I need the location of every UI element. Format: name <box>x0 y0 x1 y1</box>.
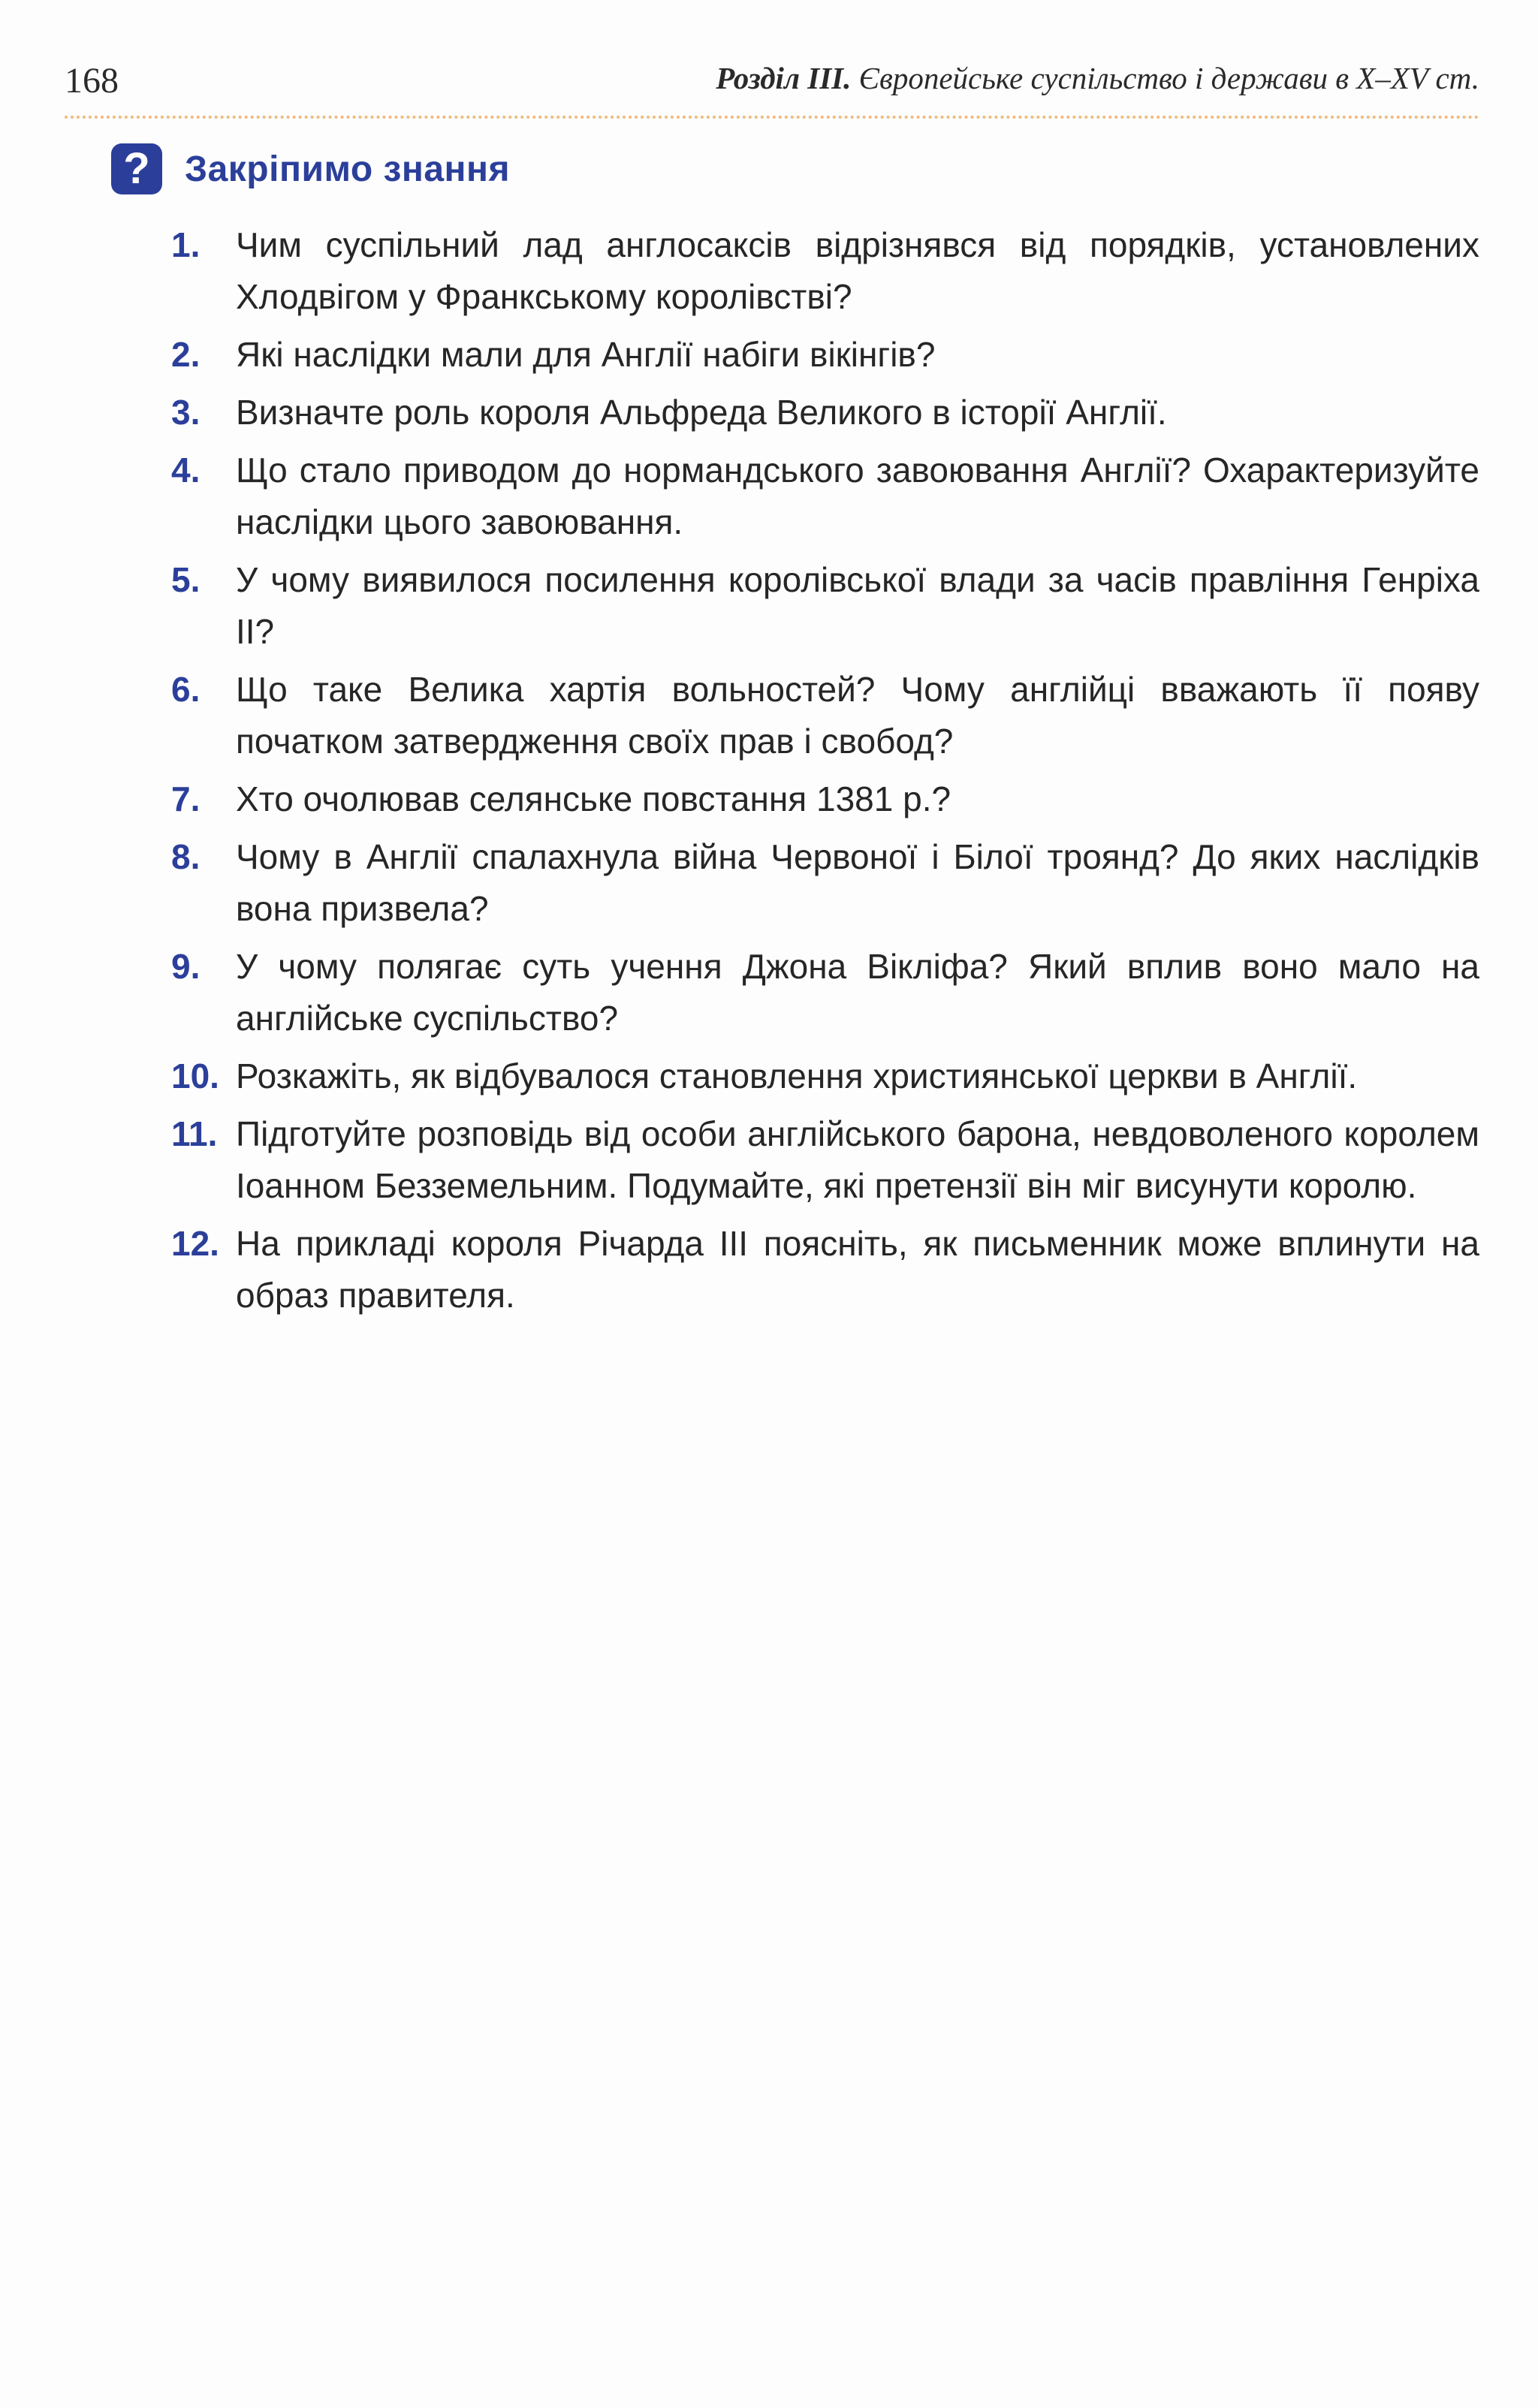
question-text: Визначте роль короля Альфреда Великого в історії Англії. <box>236 393 1167 432</box>
header-divider <box>65 116 1479 119</box>
question-number: 3. <box>171 393 201 432</box>
question-number: 4. <box>171 451 201 490</box>
list-item <box>171 831 1479 935</box>
list-item <box>171 329 1479 381</box>
running-title <box>716 63 1479 94</box>
question-text: На прикладі короля Річарда III поясніть, як письменник може вплинути на образ правителя. <box>236 1224 1479 1315</box>
question-text: Розкажіть, як відбувалося становлення християнської церкви в Англії. <box>236 1056 1358 1096</box>
list-item <box>171 445 1479 548</box>
list-item <box>171 941 1479 1044</box>
section-label: Розділ III. <box>716 61 852 95</box>
question-number: 6. <box>171 670 201 709</box>
question-text: У чому виявилося посилення королівської влади за часів правління Генріха II? <box>236 560 1479 651</box>
question-text: Підготуйте розповідь від особи англійського барона, невдоволеного королем Іоанном Безземельним. Подумайте, які претензії він міг висунути королю. <box>236 1114 1479 1205</box>
question-text: Хто очолював селянське повстання 1381 р.? <box>236 779 951 818</box>
list-item <box>171 1108 1479 1212</box>
question-number: 11. <box>171 1114 218 1153</box>
list-item <box>171 773 1479 825</box>
section-title: Європейське суспільство і держави в X–XV ст. <box>858 61 1479 95</box>
page-header <box>65 59 1479 111</box>
list-item <box>171 1218 1479 1322</box>
question-text: Чим суспільний лад англосаксів відрізнявся від порядків, установлених Хлодвігом у Франкському королівстві? <box>236 225 1479 316</box>
question-number: 1. <box>171 225 201 264</box>
question-number: 10. <box>171 1056 219 1096</box>
question-text: Чому в Англії спалахнула війна Червоної і Білої троянд? До яких наслідків вона призвела? <box>236 837 1479 928</box>
question-number: 7. <box>171 779 201 818</box>
question-text: У чому полягає суть учення Джона Вікліфа? Який вплив воно мало на англійське суспільство? <box>236 947 1479 1038</box>
page-number: 168 <box>65 61 119 101</box>
list-item <box>171 387 1479 439</box>
list-item <box>171 219 1479 323</box>
question-icon: ? <box>111 143 162 194</box>
question-number: 12. <box>171 1224 219 1263</box>
question-text: Що таке Велика хартія вольностей? Чому англійці вважають її появу початком затвердження своїх прав і свобод? <box>236 670 1479 761</box>
list-item <box>171 554 1479 658</box>
list-item <box>171 1050 1479 1102</box>
question-text: Які наслідки мали для Англії набіги вікінгів? <box>236 335 936 374</box>
question-number: 2. <box>171 335 201 374</box>
question-number: 8. <box>171 837 201 876</box>
question-text: Що стало приводом до нормандського завоювання Англії? Охарактеризуйте наслідки цього завоювання. <box>236 451 1479 541</box>
list-item <box>171 664 1479 767</box>
heading-title: Закріпимо знання <box>185 149 511 189</box>
section-heading <box>111 143 510 195</box>
question-number: 5. <box>171 560 201 599</box>
question-number: 9. <box>171 947 201 986</box>
question-list <box>171 219 1479 1328</box>
